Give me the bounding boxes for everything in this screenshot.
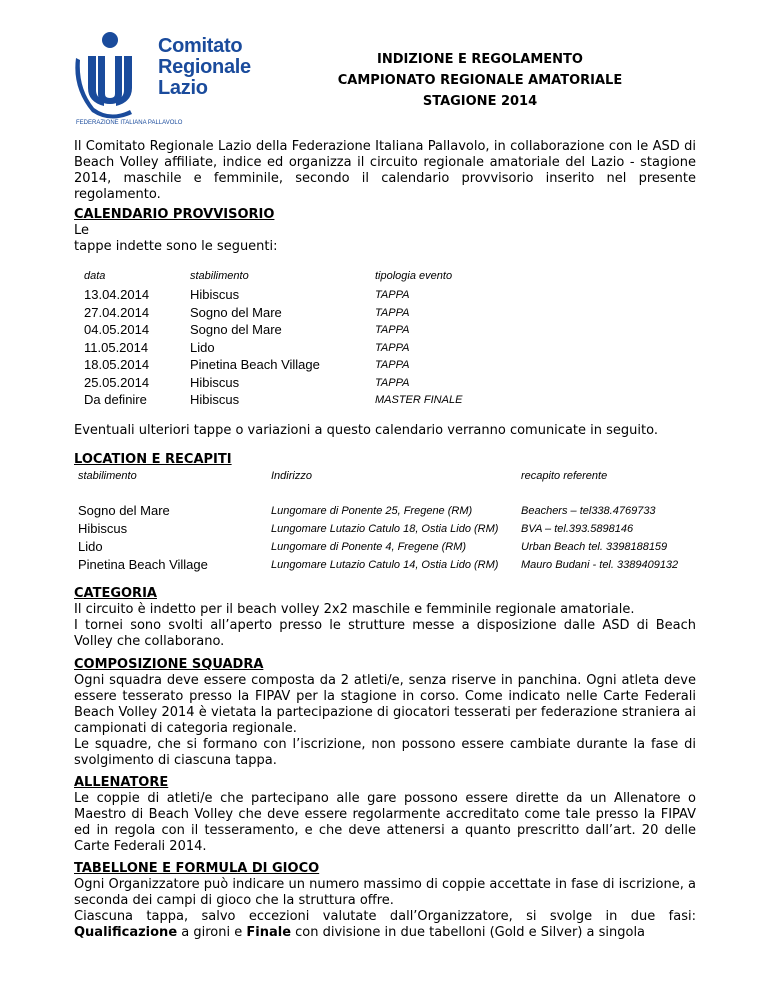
location-address: Lungomare Lutazio Catulo 14, Ostia Lido (RM) [271,559,499,571]
locations-header-indirizzo: Indirizzo [271,470,312,482]
calendar-type: MASTER FINALE [375,394,463,406]
tabellone-section [74,861,696,941]
calendar-place: Hibiscus [190,287,240,302]
location-contact: BVA – tel.393.5898146 [521,523,634,535]
location-contact: Mauro Budani - tel. 3389409132 [521,559,679,571]
location-name: Hibiscus [78,521,128,536]
calendar-section [74,207,696,255]
location-address: Lungomare di Ponente 4, Fregene (RM) [271,541,467,553]
tabellone-p1: Ogni Organizzatore può indicare un numero massimo di coppie accettate in fase di iscrizione, a seconda dei campi di gioco che la struttura offre. [74,877,696,908]
calendar-date: 04.05.2014 [84,322,150,337]
calendar-type: TAPPA [375,377,410,389]
calendar-place: Hibiscus [190,375,240,390]
location-name: Sogno del Mare [78,503,170,518]
calendar-place: Sogno del Mare [190,305,282,320]
svg-text:FEDERAZIONE ITALIANA PALLAVOLO: FEDERAZIONE ITALIANA PALLAVOLO [76,120,183,126]
fipav-lazio-logo [70,28,270,128]
allenatore-p1: Le coppie di atleti/e che partecipano alle gare possono essere dirette da un Allenatore o Maestro di Beach Volley che deve essere regolarmente accreditato come tale presso la FIPAV ed in regola con il tesseramento, e che deve attenersi a quanto prescritto dall’art. 20 delle Carte Federali 2014. [74,791,696,854]
finale-bold: Finale [246,925,292,940]
tabellone-p2-text: Ciascuna tappa, salvo eccezioni valutate dall’Organizzatore, si svolge in due fasi: [74,909,696,924]
categoria-section [74,586,696,650]
composizione-section [74,657,696,769]
title-line-3: STAGIONE 2014 [422,94,538,109]
allenatore-section [74,775,696,855]
title-line-1: INDIZIONE E REGOLAMENTO [377,52,583,67]
location-address: Lungomare di Ponente 25, Fregene (RM) [271,505,473,517]
categoria-p1: Il circuito è indetto per il beach volley 2x2 maschile e femminile regionale amatoriale. [74,602,635,617]
calendar-intro-2: tappe indette sono le seguenti: [74,239,278,254]
calendar-header-tipologia: tipologia evento [375,270,453,282]
calendar-type: TAPPA [375,289,410,301]
logo-wordmark [158,36,251,99]
tabellone-p2-text: a gironi e [177,925,247,940]
tabellone-p2 [74,909,696,941]
calendar-header-stabilimento: stabilimento [190,270,249,282]
composizione-p2: Le squadre, che si formano con l’iscrizione, non possono essere cambiate durante la fase di svolgimento di ciascuna tappa. [74,737,696,768]
qualificazione-bold: Qualificazione [74,925,178,940]
calendar-date: 27.04.2014 [84,305,150,320]
calendar-type: TAPPA [375,342,410,354]
locations-header-recapito: recapito referente [521,470,608,482]
calendar-place: Lido [190,340,215,355]
calendar-intro-1: Le [74,223,90,238]
locations-heading: LOCATION E RECAPITI [74,452,232,467]
calendar-type: TAPPA [375,307,410,319]
location-address: Lungomare Lutazio Catulo 18, Ostia Lido (RM) [271,523,499,535]
calendar-date: Da definire [84,392,147,407]
categoria-p2: I tornei sono svolti all’aperto presso le strutture messe a disposizione dalle ASD di Beach Volley che collaborano. [74,618,696,649]
categoria-heading: CATEGORIA [74,586,157,601]
location-contact: Beachers – tel338.4769733 [521,505,656,517]
calendar-note: Eventuali ulteriori tappe o variazioni a questo calendario verranno comunicate in seguito. [74,423,658,438]
locations-section [74,452,696,468]
tabellone-p2-text: con divisione in due tabelloni (Gold e Silver) a singola [291,925,646,940]
calendar-header-data: data [84,270,106,282]
calendar-heading: CALENDARIO PROVVISORIO [74,207,275,222]
calendar-type: TAPPA [375,359,410,371]
calendar-date: 25.05.2014 [84,375,150,390]
title-line-2: CAMPIONATO REGIONALE AMATORIALE [337,73,623,88]
location-name: Lido [78,539,103,554]
logo-line-3: Lazio [158,77,208,99]
calendar-date: 13.04.2014 [84,287,150,302]
document-title [300,49,660,112]
calendar-place: Sogno del Mare [190,322,282,337]
calendar-place: Pinetina Beach Village [190,357,320,372]
intro-paragraph: Il Comitato Regionale Lazio della Federazione Italiana Pallavolo, in collaborazione con le ASD di Beach Volley affiliate, indice ed organizza il circuito regionale amatoriale del Lazio - stagione 2014, maschile e femminile, secondo il calendario provvisorio inserito nel presente regolamento. [74,139,696,202]
locations-header-stabilimento: stabilimento [78,470,137,482]
logo-line-2: Regionale [158,56,251,78]
composizione-heading: COMPOSIZIONE SQUADRA [74,657,264,672]
tabellone-heading: TABELLONE E FORMULA DI GIOCO [74,861,320,876]
location-name: Pinetina Beach Village [78,557,208,572]
logo-line-1: Comitato [158,35,243,57]
calendar-date: 18.05.2014 [84,357,150,372]
location-contact: Urban Beach tel. 3398188159 [521,541,668,553]
calendar-place: Hibiscus [190,392,240,407]
composizione-p1: Ogni squadra deve essere composta da 2 atleti/e, senza riserve in panchina. Ogni atleta deve essere tesserato presso la FIPAV per la stagione in corso. Come indicato nelle Carte Federali Beach Volley 2014 è vietata la partecipazione di giocatori tesserati per federazione straniera ai campionati di categoria regionale. [74,673,696,736]
calendar-date: 11.05.2014 [84,340,149,355]
calendar-type: TAPPA [375,324,410,336]
allenatore-heading: ALLENATORE [74,775,169,790]
